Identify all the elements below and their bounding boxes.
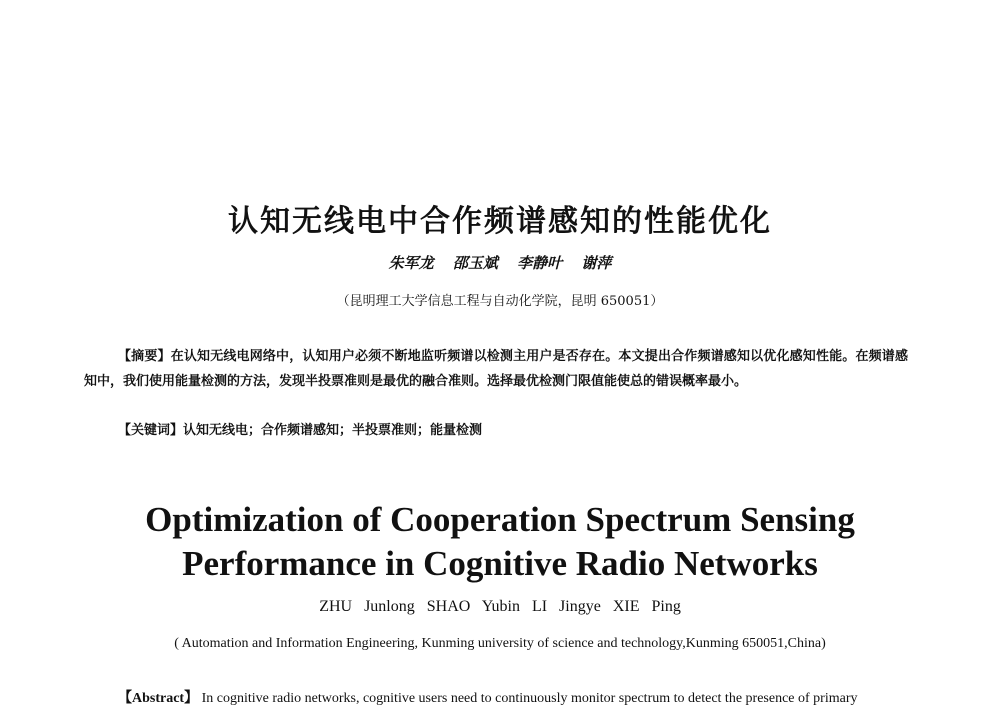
chinese-title: 认知无线电中合作频谱感知的性能优化 [228, 204, 772, 239]
english-title-line-2: Performance in Cognitive Radio Networks [182, 544, 818, 583]
english-title [0, 498, 1000, 586]
english-affiliation: ( Automation and Information Engineering, Kunming university of science and technology,Kunming 650051,China) [174, 636, 826, 651]
chinese-keywords-label: 【关键词】 [118, 423, 184, 438]
english-abstract [118, 688, 908, 710]
chinese-keywords-text: 认知无线电；合作频谱感知；半投票准则；能量检测 [183, 423, 483, 438]
chinese-keywords [118, 418, 908, 443]
english-abstract-text: In cognitive radio networks, cognitive users need to continuously monitor spectrum to detect the presence of primary [201, 691, 858, 706]
english-authors: ZHU Junlong SHAO Yubin LI Jingye XIE Ping [319, 598, 681, 615]
chinese-abstract-text: 在认知无线电网络中，认知用户必须不断地监听频谱以检测主用户是否存在。本文提出合作频谱感知以优化感知性能。在频谱感知中，我们使用能量检测的方法，发现半投票准则是最优的融合准则。选择最优检测门限值能使总的错误概率最小。 [84, 349, 908, 389]
chinese-abstract-label: 【摘要】 [118, 349, 171, 364]
chinese-authors: 朱军龙 邵玉斌 李静叶 谢萍 [388, 254, 612, 272]
english-title-line-1: Optimization of Cooperation Spectrum Sensing [145, 500, 855, 539]
chinese-abstract [84, 344, 908, 394]
english-abstract-label: 【Abstract】 [118, 691, 199, 706]
chinese-affiliation: （昆明理工大学信息工程与自动化学院，昆明 650051） [336, 294, 664, 309]
